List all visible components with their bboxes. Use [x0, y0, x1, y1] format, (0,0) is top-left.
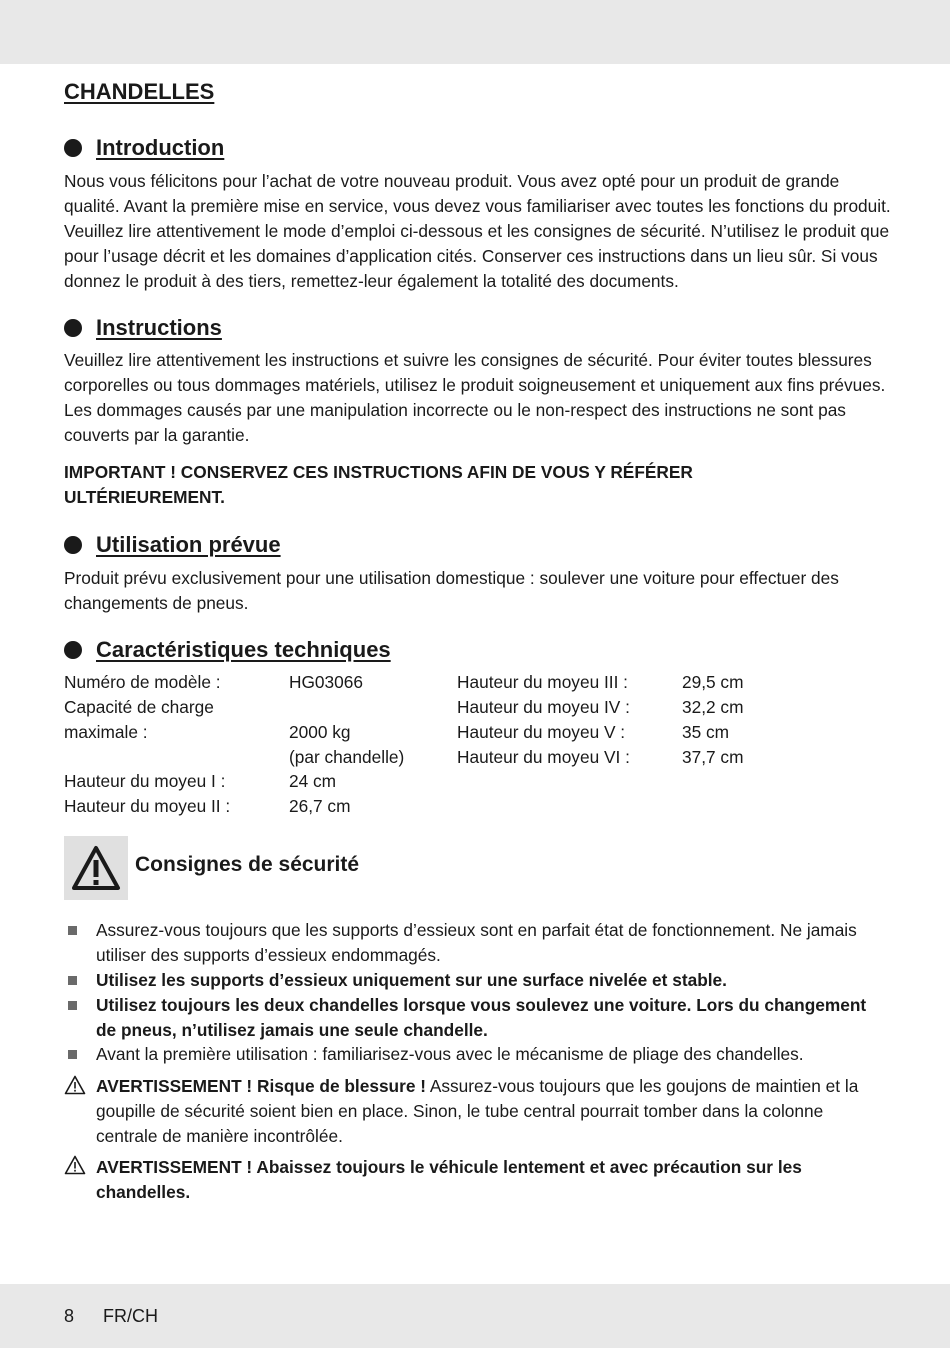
warning-icon-box: [64, 836, 128, 900]
warning-label: AVERTISSEMENT ! Risque de blessure !: [96, 1076, 427, 1096]
square-bullet-icon: [68, 1050, 77, 1059]
spec-label: Hauteur du moyeu VI :: [457, 747, 630, 767]
safety-title: Consignes de sécurité: [135, 853, 360, 876]
spec-label: Numéro de modèle :: [64, 672, 221, 692]
section-instructions-header: [64, 315, 222, 341]
section-title: Instructions: [96, 315, 222, 340]
page-title: CHANDELLES: [64, 79, 215, 104]
safety-bullet: Utilisez les supports d’essieux uniquement sur une surface nivelée et stable.: [96, 970, 727, 990]
spec-value: (par chandelle): [289, 747, 405, 767]
square-bullet-icon: [68, 1001, 77, 1010]
spec-value: 35 cm: [682, 722, 730, 742]
warning-paragraph: AVERTISSEMENT ! Abaissez toujours le véhicule lentement et avec précaution sur les chandelles.: [96, 1157, 802, 1202]
spec-label: Hauteur du moyeu II :: [64, 796, 231, 816]
spec-label: Hauteur du moyeu V :: [457, 722, 626, 742]
spec-value: 29,5 cm: [682, 672, 744, 692]
spec-value: 32,2 cm: [682, 697, 744, 717]
spec-value: 24 cm: [289, 771, 337, 791]
section-introduction-header: [64, 135, 224, 161]
spec-label: Hauteur du moyeu III :: [457, 672, 628, 692]
spec-label: Capacité de charge: [64, 697, 214, 717]
usage-text: Produit prévu exclusivement pour une utilisation domestique : soulever une voiture pour effectuer des changements de pneus.: [64, 568, 839, 613]
top-bar: [0, 0, 950, 64]
square-bullet-icon: [68, 976, 77, 985]
bullet-dot-icon: [64, 536, 82, 554]
spec-label: Hauteur du moyeu IV :: [457, 697, 630, 717]
spec-value: 26,7 cm: [289, 796, 351, 816]
spec-value: 2000 kg: [289, 722, 351, 742]
bullet-dot-icon: [64, 641, 82, 659]
spec-label: Hauteur du moyeu I :: [64, 771, 226, 791]
page-number: 8: [64, 1306, 75, 1326]
section-title: Introduction: [96, 135, 225, 160]
spec-value: HG03066: [289, 672, 363, 692]
important-notice: IMPORTANT ! CONSERVEZ CES INSTRUCTIONS AFIN DE VOUS Y RÉFÉRER ULTÉRIEUREMENT.: [64, 462, 693, 507]
spec-label: maximale :: [64, 722, 148, 742]
section-usage-header: [64, 532, 281, 558]
section-title: Utilisation prévue: [96, 532, 281, 557]
section-specs-header: [64, 637, 391, 663]
warning-small-icon: [64, 1075, 86, 1095]
introduction-text: Nous vous félicitons pour l’achat de votre nouveau produit. Vous avez opté pour un produit de grande qualité. Avant la première mise en service, vous devez vous familiariser avec toutes les fonctions du produit. Veuillez lire attentivement le mode d’emploi ci-dessous et les consignes de sécurité. N’utilisez le produit que pour l’usage décrit et les domaines d’application cités. Conserver ces instructions dans un lieu sûr. Si vous donnez le produit à des tiers, remettez-leur également la totalité des documents.: [64, 171, 891, 291]
warning-small-icon: [64, 1155, 86, 1175]
bullet-dot-icon: [64, 319, 82, 337]
section-title: Caractéristiques techniques: [96, 637, 391, 662]
safety-bullet: Assurez-vous toujours que les supports d’essieux sont en parfait état de fonctionnement. Ne jamais utiliser des supports d’essieux endommagés.: [96, 920, 857, 965]
safety-bullet: Avant la première utilisation : familiarisez-vous avec le mécanisme de pliage des chandelles.: [96, 1044, 804, 1064]
warning-paragraph: [96, 1074, 886, 1149]
warning-triangle-icon: [64, 836, 128, 900]
language-code: FR/CH: [103, 1306, 158, 1326]
safety-bullet: Utilisez toujours les deux chandelles lorsque vous soulevez une voiture. Lors du changement de pneus, n’utilisez jamais une seule chandelle.: [96, 995, 867, 1040]
warning-text: Assurez-vous toujours que les goujons de maintien et la goupille de sécurité soient bien en place. Sinon, le tube central pourrait tomber dans la colonne centrale de manière incontrôlée.: [96, 1076, 859, 1146]
square-bullet-icon: [68, 926, 77, 935]
instructions-text: Veuillez lire attentivement les instructions et suivre les consignes de sécurité. Pour éviter toutes blessures corporelles ou tous dommages matériels, utilisez le produit soigneusement et uniquement aux fins prévues. Les dommages causés par une manipulation incorrecte ou le non-respect des instructions ne sont pas couverts par la garantie.: [64, 350, 886, 445]
spec-value: 37,7 cm: [682, 747, 744, 767]
bullet-dot-icon: [64, 139, 82, 157]
